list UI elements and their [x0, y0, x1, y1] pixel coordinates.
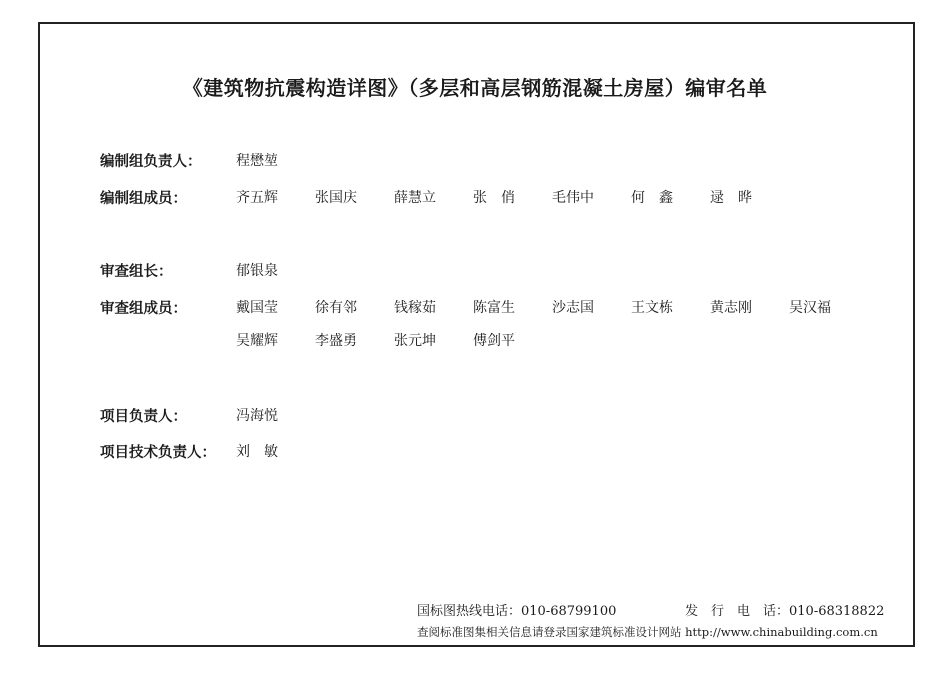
person-name: 毛伟中	[552, 190, 594, 206]
review-members-row-2	[100, 329, 552, 351]
review-leader-label: 审查组长：	[100, 263, 173, 280]
person-name: 傅剑平	[473, 333, 515, 349]
compile-members-label: 编制组成员：	[100, 190, 187, 207]
compile-members-row	[100, 186, 789, 208]
person-name: 冯海悦	[236, 408, 278, 424]
person-name: 李盛勇	[315, 333, 357, 349]
review-members-names-row2	[236, 330, 552, 350]
person-name: 张 俏	[473, 190, 515, 206]
footer-phones	[417, 600, 885, 619]
project-leader-label: 项目负责人：	[100, 408, 187, 425]
person-name: 吴耀辉	[236, 333, 278, 349]
page-title: 《建筑物抗震构造详图》（多层和高层钢筋混凝土房屋）编审名单	[182, 76, 768, 100]
person-name: 张元坤	[394, 333, 436, 349]
person-name: 薛慧立	[394, 190, 436, 206]
project-leader-names	[236, 405, 315, 425]
person-name: 黄志刚	[710, 300, 752, 316]
hotline-text: 国标图热线电话：010-68799100	[417, 604, 617, 619]
compile-members-names	[236, 187, 789, 207]
person-name: 何 鑫	[631, 190, 673, 206]
project-leader-row	[100, 404, 315, 426]
person-name: 张国庆	[315, 190, 357, 206]
person-name: 程懋堃	[236, 153, 278, 169]
review-leader-names	[236, 260, 315, 280]
compile-leader-row	[100, 149, 315, 171]
person-name: 刘 敏	[236, 444, 278, 460]
person-name: 齐五辉	[236, 190, 278, 206]
project-tech-leader-label: 项目技术负责人：	[100, 444, 216, 461]
review-leader-row	[100, 259, 315, 281]
review-members-label: 审查组成员：	[100, 300, 187, 317]
website-note: 查阅标准图集相关信息请登录国家建筑标准设计网站 http://www.chinabuilding.com.cn	[417, 625, 878, 639]
person-name: 吴汉福	[789, 300, 831, 316]
person-name: 逯 晔	[710, 190, 752, 206]
person-name: 钱稼茹	[394, 300, 436, 316]
person-name: 郁银泉	[236, 263, 278, 279]
review-members-row	[100, 296, 868, 318]
person-name: 徐有邻	[315, 300, 357, 316]
person-name: 戴国莹	[236, 300, 278, 316]
distribution-phone-text: 发 行 电 话：010-68318822	[685, 604, 885, 619]
person-name: 陈富生	[473, 300, 515, 316]
project-tech-leader-row	[100, 440, 315, 462]
person-name: 王文栋	[631, 300, 673, 316]
compile-leader-names	[236, 150, 315, 170]
review-members-names-row1	[236, 297, 868, 317]
person-name: 沙志国	[552, 300, 594, 316]
compile-leader-label: 编制组负责人：	[100, 153, 202, 170]
project-tech-leader-names	[236, 441, 315, 461]
